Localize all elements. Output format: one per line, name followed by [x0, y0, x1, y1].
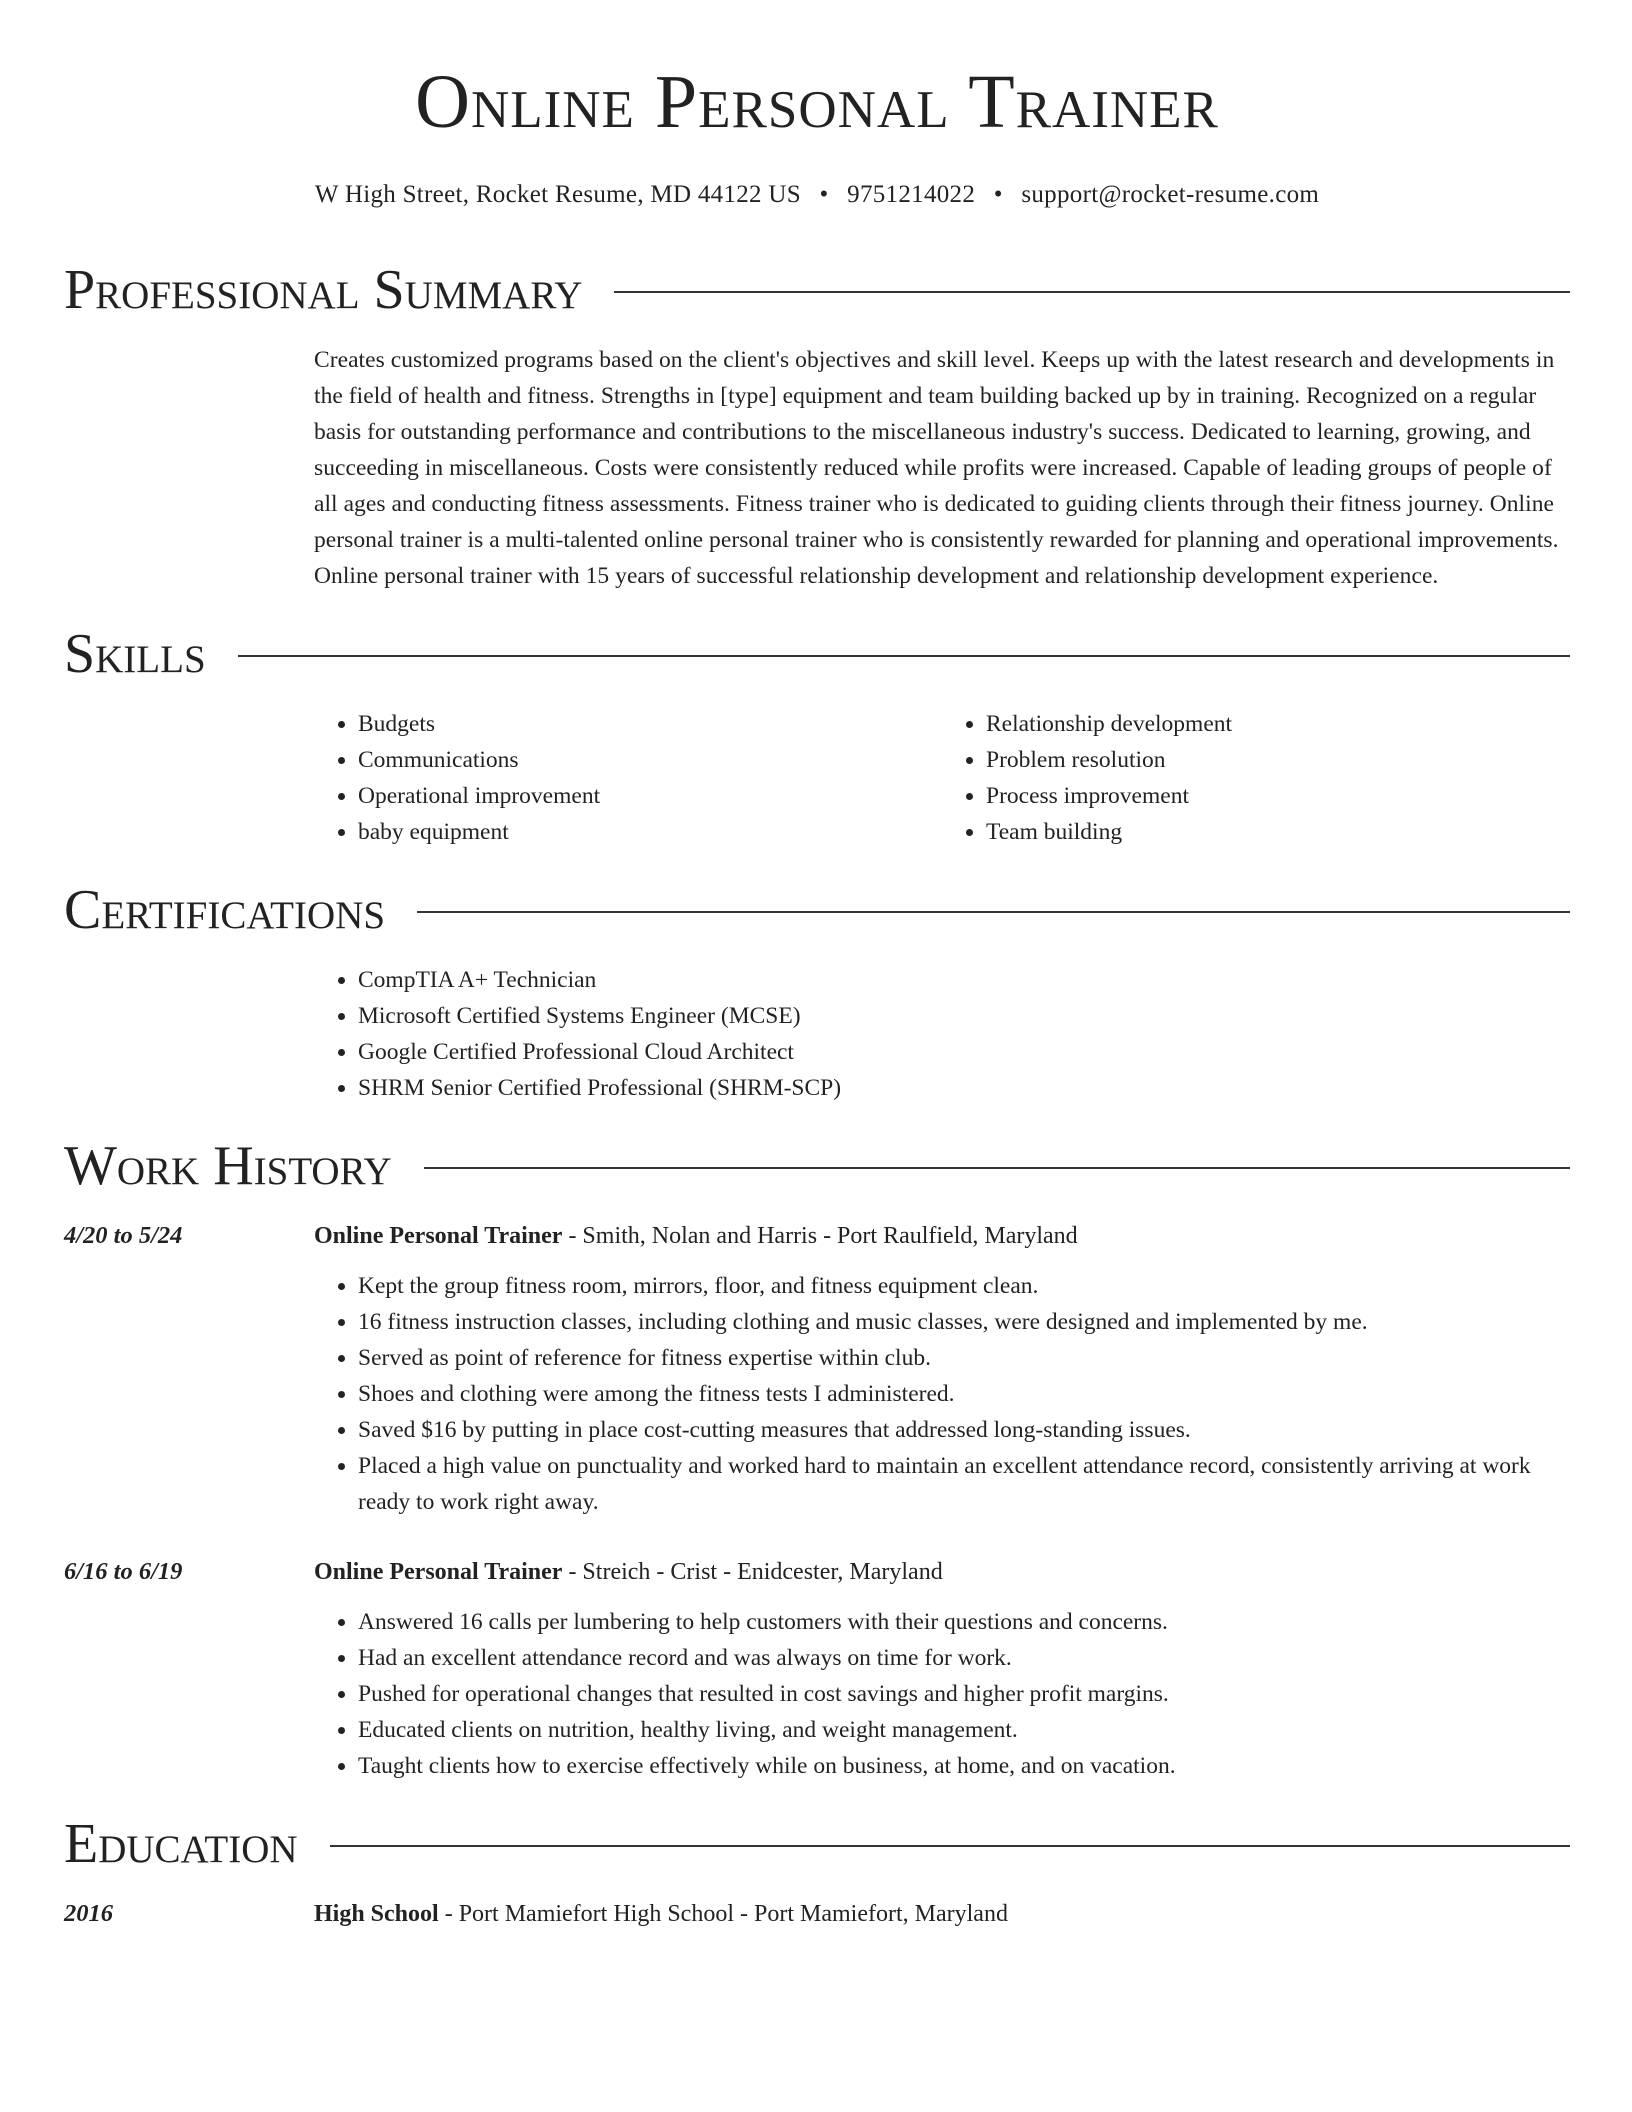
summary-section — [314, 342, 1570, 594]
education-section-header — [64, 1814, 1570, 1874]
skills-list-right — [942, 706, 1570, 850]
job-bullet: • Kept the group fitness room, mirrors, floor, and fitness equipment clean. — [358, 1268, 1570, 1304]
job-bullet-list — [314, 1268, 1570, 1520]
certifications-heading: Certifications — [64, 879, 386, 941]
section-divider — [424, 1167, 1570, 1169]
skill-item: • Problem resolution — [986, 742, 1570, 778]
job-bullet: • Shoes and clothing were among the fitness tests I administered. — [358, 1376, 1570, 1412]
summary-text: Creates customized programs based on the client's objectives and skill level. Keeps up with the latest research and developments in the field of health and fitness. Strengths in [type] equipment and team building backed up by in training. Recognized on a regular basis for outstanding performance and contributions to the miscellaneous industry's success. Dedicated to learning, growing, and succeeding in miscellaneous. Costs were consistently reduced while profits were increased. Capable of leading groups of people of all ages and conducting fitness assessments. Fitness trainer who is dedicated to guiding clients through their fitness journey. Online personal trainer is a multi-talented online personal trainer who is consistently rewarded for planning and operational improvements. Online personal trainer with 15 years of successful relationship development and relationship development experience. — [314, 347, 1559, 589]
job-bullet: • Pushed for operational changes that resulted in cost savings and higher profit margins. — [358, 1676, 1570, 1712]
summary-section-header — [64, 260, 1570, 320]
education-line — [314, 1896, 1008, 1932]
job-bullets — [314, 1268, 1570, 1520]
email-link[interactable]: support@rocket-resume.com — [1021, 181, 1320, 208]
contact-line — [64, 180, 1570, 210]
job-title: Online Personal Trainer — [314, 1559, 563, 1585]
section-divider — [417, 911, 1570, 913]
skill-item: • Communications — [358, 742, 942, 778]
job-entry — [64, 1554, 1570, 1590]
section-divider — [614, 291, 1570, 293]
job-bullet: • Taught clients how to exercise effectively while on business, at home, and on vacation. — [358, 1748, 1570, 1784]
work-history-section-header — [64, 1136, 1570, 1196]
section-divider — [330, 1845, 1570, 1847]
job-entry — [64, 1218, 1570, 1254]
education-degree: High School — [314, 1901, 439, 1927]
job-dates: 6/16 to 6/19 — [64, 1558, 183, 1585]
education-school-location: - Port Mamiefort High School - Port Mamiefort, Maryland — [438, 1901, 1008, 1927]
resume-name: Online Personal Trainer — [415, 60, 1219, 144]
certification-item: • SHRM Senior Certified Professional (SHRM-SCP) — [358, 1070, 1570, 1106]
job-title-line — [314, 1218, 1078, 1254]
job-bullet: • Answered 16 calls per lumbering to help customers with their questions and concerns. — [358, 1604, 1570, 1640]
skill-item: • Team building — [986, 814, 1570, 850]
job-bullets — [314, 1604, 1570, 1784]
separator-dot: • — [993, 181, 1003, 208]
job-title: Online Personal Trainer — [314, 1223, 563, 1249]
job-bullet: • Saved $16 by putting in place cost-cutting measures that addressed long-standing issues. — [358, 1412, 1570, 1448]
job-bullet: • 16 fitness instruction classes, including clothing and music classes, were designed and implemented by me. — [358, 1304, 1570, 1340]
education-entry — [64, 1896, 1570, 1932]
job-bullet: • Served as point of reference for fitness expertise within club. — [358, 1340, 1570, 1376]
separator-dot: • — [819, 181, 829, 208]
certification-item: • Microsoft Certified Systems Engineer (MCSE) — [358, 998, 1570, 1034]
job-employer-location: - Smith, Nolan and Harris - Port Raulfield, Maryland — [562, 1223, 1078, 1249]
certifications-list — [314, 962, 1570, 1106]
job-bullet: • Had an excellent attendance record and was always on time for work. — [358, 1640, 1570, 1676]
job-bullet: • Educated clients on nutrition, healthy living, and weight management. — [358, 1712, 1570, 1748]
skill-item: • Relationship development — [986, 706, 1570, 742]
skills-list-left — [314, 706, 942, 850]
summary-heading: Professional Summary — [64, 259, 583, 321]
skill-item: • Budgets — [358, 706, 942, 742]
skill-item: • Operational improvement — [358, 778, 942, 814]
skills-heading: Skills — [64, 623, 206, 685]
skills-section — [314, 706, 1570, 850]
certification-item: • CompTIA A+ Technician — [358, 962, 1570, 998]
certifications-section-header — [64, 880, 1570, 940]
work-history-heading: Work History — [64, 1135, 392, 1197]
education-year: 2016 — [64, 1900, 113, 1927]
skill-item: • Process improvement — [986, 778, 1570, 814]
job-bullet: • Placed a high value on punctuality and worked hard to maintain an excellent attendance record, consistently arriving at work ready to work right away. — [358, 1448, 1570, 1520]
job-employer-location: - Streich - Crist - Enidcester, Maryland — [562, 1559, 943, 1585]
skills-section-header — [64, 624, 1570, 684]
certification-item: • Google Certified Professional Cloud Architect — [358, 1034, 1570, 1070]
address: W High Street, Rocket Resume, MD 44122 US — [314, 181, 801, 208]
job-bullet-list — [314, 1604, 1570, 1784]
section-divider — [238, 655, 1570, 657]
job-dates: 4/20 to 5/24 — [64, 1222, 183, 1249]
certifications-section — [314, 962, 1570, 1106]
education-heading: Education — [64, 1813, 298, 1875]
job-title-line — [314, 1554, 943, 1590]
phone: 9751214022 — [847, 181, 976, 208]
skill-item: • baby equipment — [358, 814, 942, 850]
